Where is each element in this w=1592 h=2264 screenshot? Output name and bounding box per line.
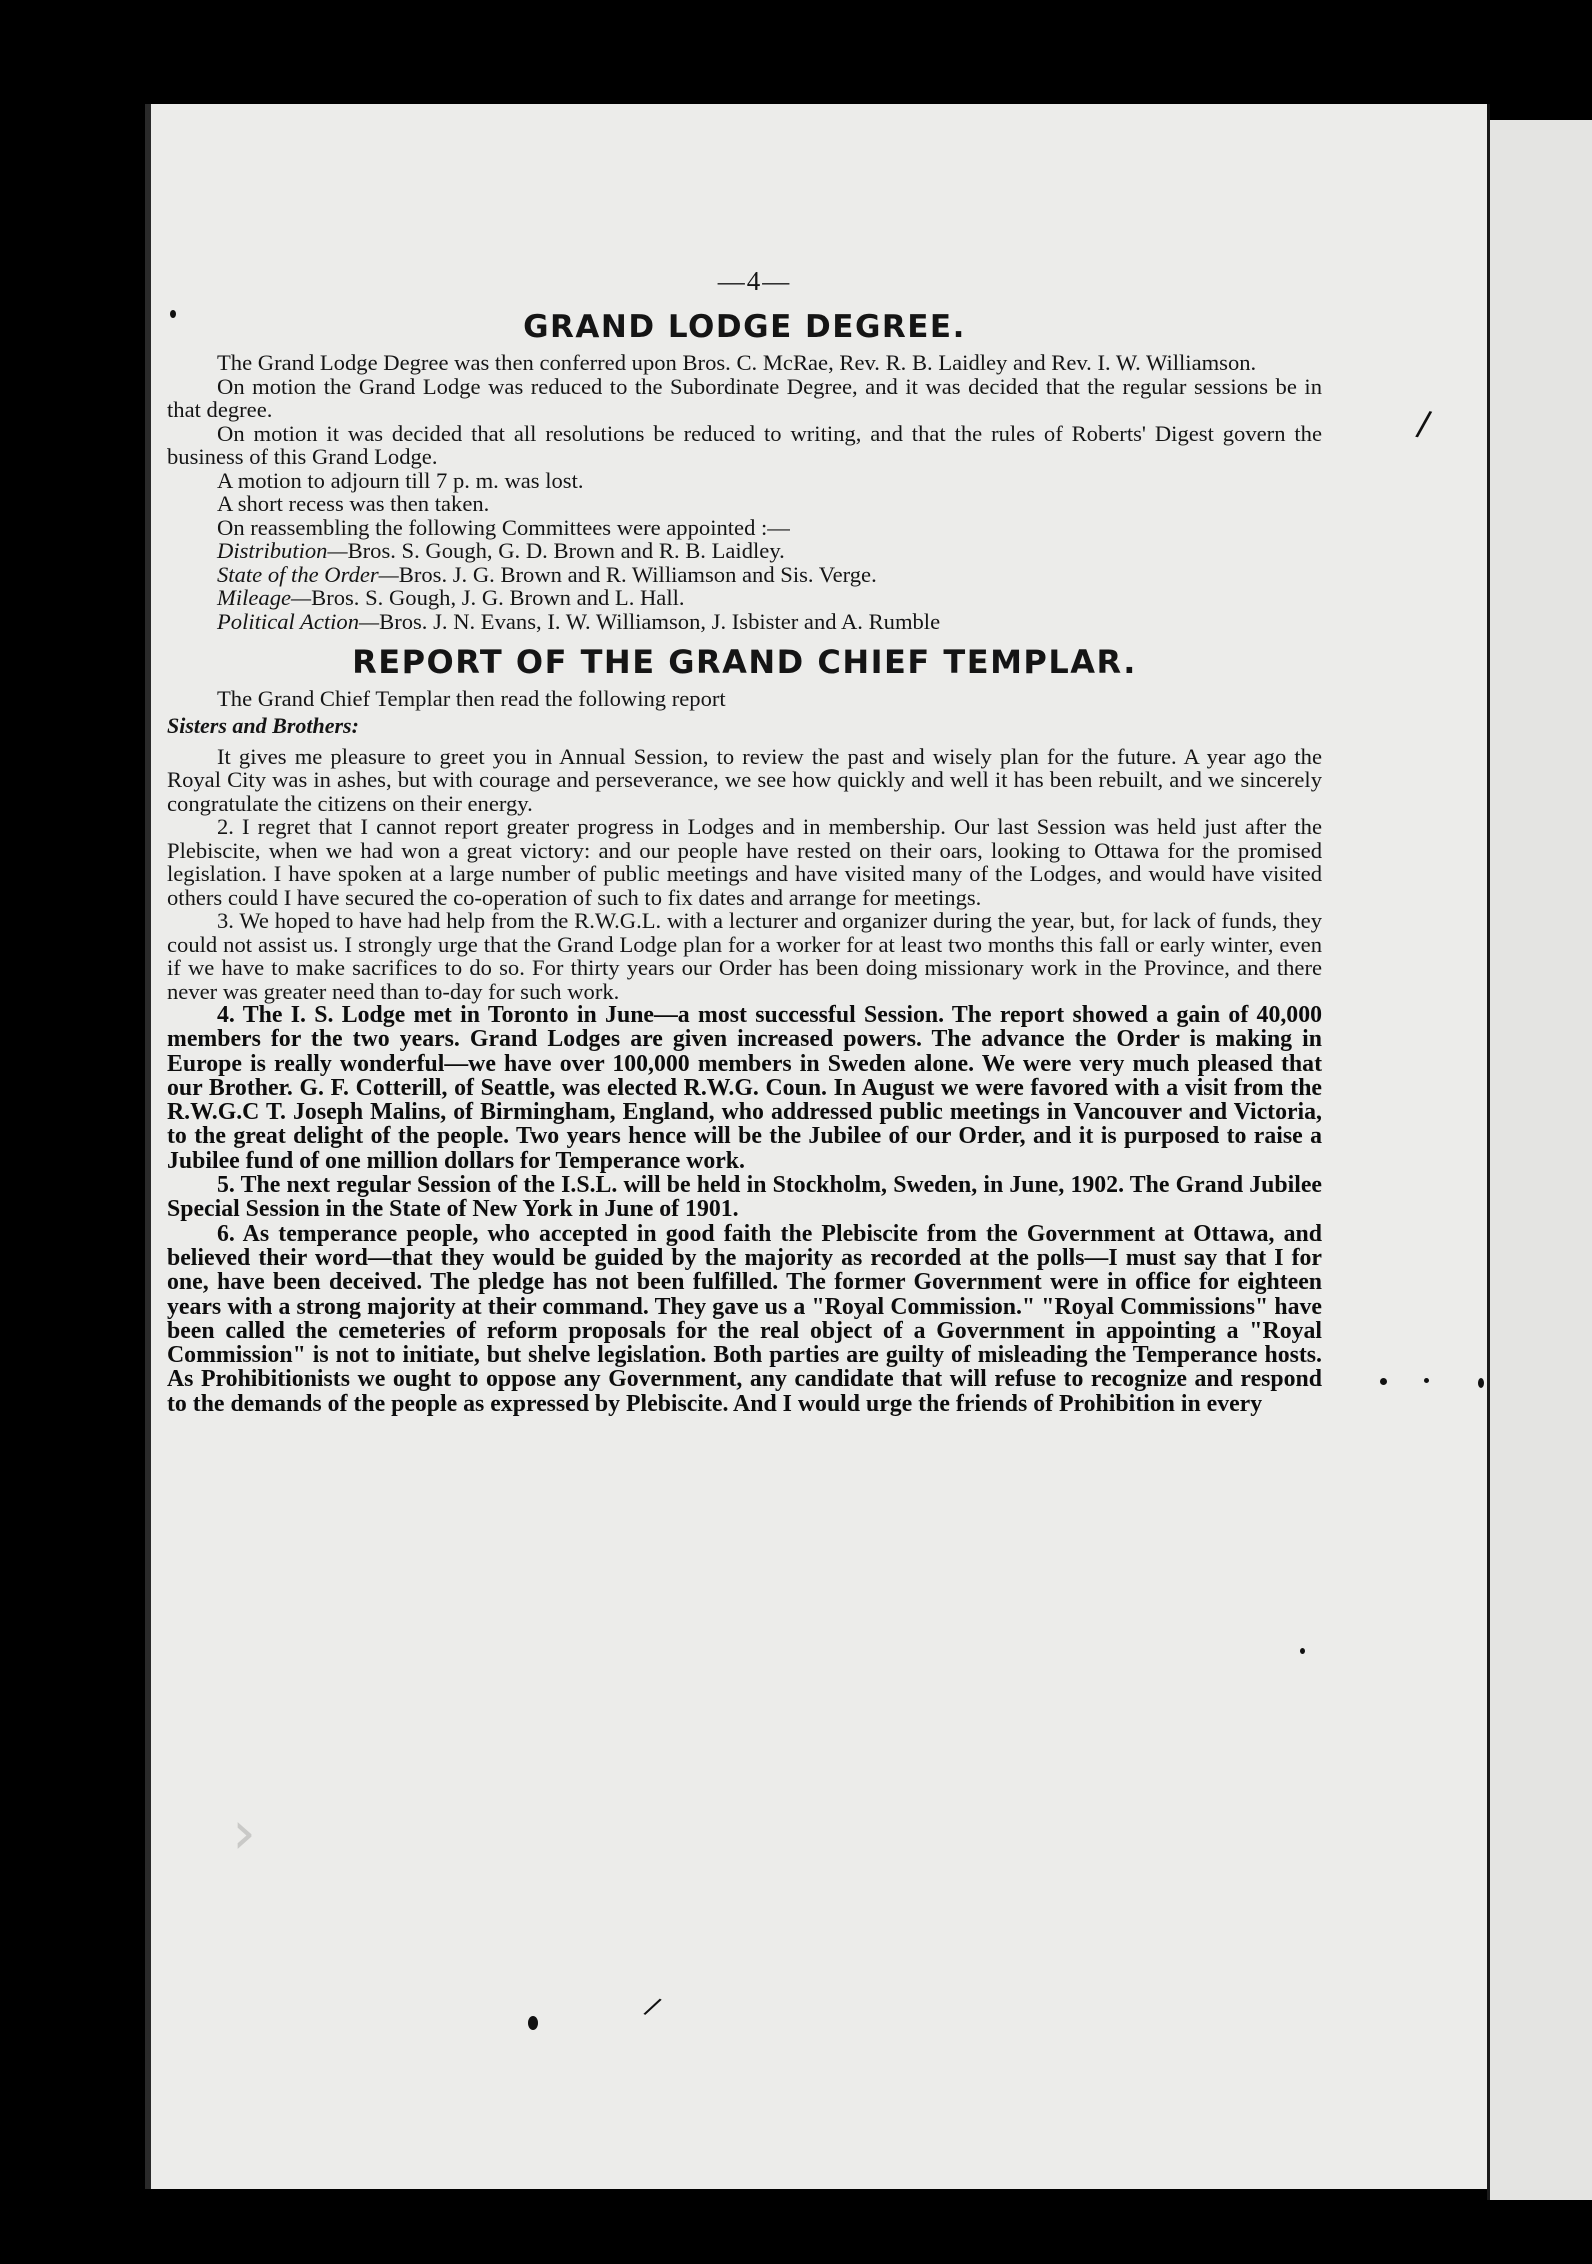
paragraph: The Grand Lodge Degree was then conferred upon Bros. C. McRae, Rev. R. B. Laidley and Rev. I. W. Williamson.: [217, 350, 1257, 375]
pen-mark: ›: [232, 1798, 256, 1868]
committee-entry: [167, 539, 1322, 563]
scan-speck: [1380, 1378, 1387, 1385]
committee-entry: [167, 586, 1322, 610]
committee-name: State of the Order—: [217, 561, 399, 587]
report-paragraph: 6. As temperance people, who accepted in good faith the Plebiscite from the Government at Ottawa, and believed their word—that they would be guided by the majority as recorded at the polls—I must say that I for one, have been deceived. The pledge has not been fulfilled. The former Government were in office for eighteen years with a strong majority at their command. They gave us a "Royal Commission." "Royal Commissions" have been called the cemeteries of reform proposals for the real object of a Government in appointing a "Royal Commission" is not to initiate, but shelve legislation. Both parties are guilty of misleading the Temperance hosts. As Prohibitionists we ought to oppose any Government, any candidate that will refuse to recognize and respond to the demands of the people as expressed by Plebiscite. And I would urge the friends of Prohibition in every: [167, 1220, 1322, 1417]
section-heading-grand-lodge-degree: GRAND LODGE DEGREE.: [523, 309, 966, 345]
page-number: —4—: [717, 266, 792, 296]
paragraph: On reassembling the following Committees were appointed :—: [217, 514, 790, 540]
scan-speck: [528, 2016, 538, 2030]
committee-members: Bros. S. Gough, G. D. Brown and R. B. Laidley.: [347, 538, 785, 563]
committee-members: Bros. J. N. Evans, I. W. Williamson, J. Isbister and A. Rumble: [379, 608, 941, 634]
committee-members: Bros. S. Gough, J. G. Brown and L. Hall.: [311, 585, 685, 610]
committee-entry: [167, 610, 1322, 634]
scan-speck: [1300, 1648, 1305, 1654]
committee-entry: [167, 563, 1322, 587]
facing-page-edge: [1487, 120, 1592, 2200]
report-paragraph: 5. The next regular Session of the I.S.L. will be held in Stockholm, Sweden, in June, 1902. The Grand Jubilee Special Session in the State of New York in June of 1901.: [167, 1172, 1322, 1223]
committee-name: Mileage—: [217, 585, 312, 610]
section-heading-report: REPORT OF THE GRAND CHIEF TEMPLAR.: [352, 643, 1137, 681]
committee-name: Distribution—: [217, 538, 348, 563]
scan-speck: [1478, 1378, 1484, 1388]
report-paragraph: 2. I regret that I cannot report greater progress in Lodges and in membership. Our last Session was held just after the Plebiscite, when we had won a great victory: and our people have rested on their oars, looking to Ottawa for the promised legislation. I have spoken at a large number of public meetings and have visited many of the Lodges, and would have visited others could I have secured the co-operation of such to fix dates and arrange for meetings.: [167, 814, 1322, 910]
scan-speck: [1424, 1378, 1429, 1383]
committee-name: Political Action—: [217, 608, 380, 634]
report-paragraph: 4. The I. S. Lodge met in Toronto in June—a most successful Session. The report showed a gain of 40,000 members for the two years. Grand Lodges are given increased powers. The advance the Order is making in Europe is really wonderful—we have over 100,000 members in Sweden alone. We were very much pleased that our Brother. G. F. Cotterill, of Seattle, was elected R.W.G. Coun. In August we were favored with a visit from the R.W.G.C T. Joseph Malins, of Birmingham, England, who addressed public meetings in Vancouver and Victoria, to the great delight of the people. Two years hence will be the Jubilee of our Order, and it is purposed to raise a Jubilee fund of one million dollars for Temperance work.: [167, 1002, 1322, 1174]
paragraph: On motion it was decided that all resolutions be reduced to writing, and that the rules of Roberts' Digest govern the business of this Grand Lodge.: [167, 420, 1322, 469]
pen-mark: /: [1413, 403, 1434, 445]
paragraph: A short recess was then taken.: [217, 491, 490, 516]
report-paragraph: It gives me pleasure to greet you in Annual Session, to review the past and wisely plan for the future. A year ago the Royal City was in ashes, but with courage and perseverance, we see how quickly and well it has been rebuilt, and we sincerely congratulate the citizens on their energy.: [167, 743, 1322, 816]
committee-members: Bros. J. G. Brown and R. Williamson and Sis. Verge.: [398, 561, 877, 587]
paragraph: On motion the Grand Lodge was reduced to the Subordinate Degree, and it was decided that the regular sessions be in that degree.: [167, 373, 1322, 422]
salutation: Sisters and Brothers:: [167, 712, 359, 738]
paragraph: A motion to adjourn till 7 p. m. was lost.: [217, 467, 584, 493]
page-content: [167, 266, 1322, 1416]
report-paragraph: 3. We hoped to have had help from the R.W.G.L. with a lecturer and organizer during the year, but, for lack of funds, they could not assist us. I strongly urge that the Grand Lodge plan for a worker for at least two months this fall or early winter, even if we have to make sacrifices to do so. For thirty years our Order has been doing missionary work in the Province, and there never was greater need than to-day for such work.: [167, 908, 1322, 1004]
report-intro: The Grand Chief Templar then read the following report: [217, 686, 726, 711]
pen-mark: /: [641, 1991, 664, 2023]
